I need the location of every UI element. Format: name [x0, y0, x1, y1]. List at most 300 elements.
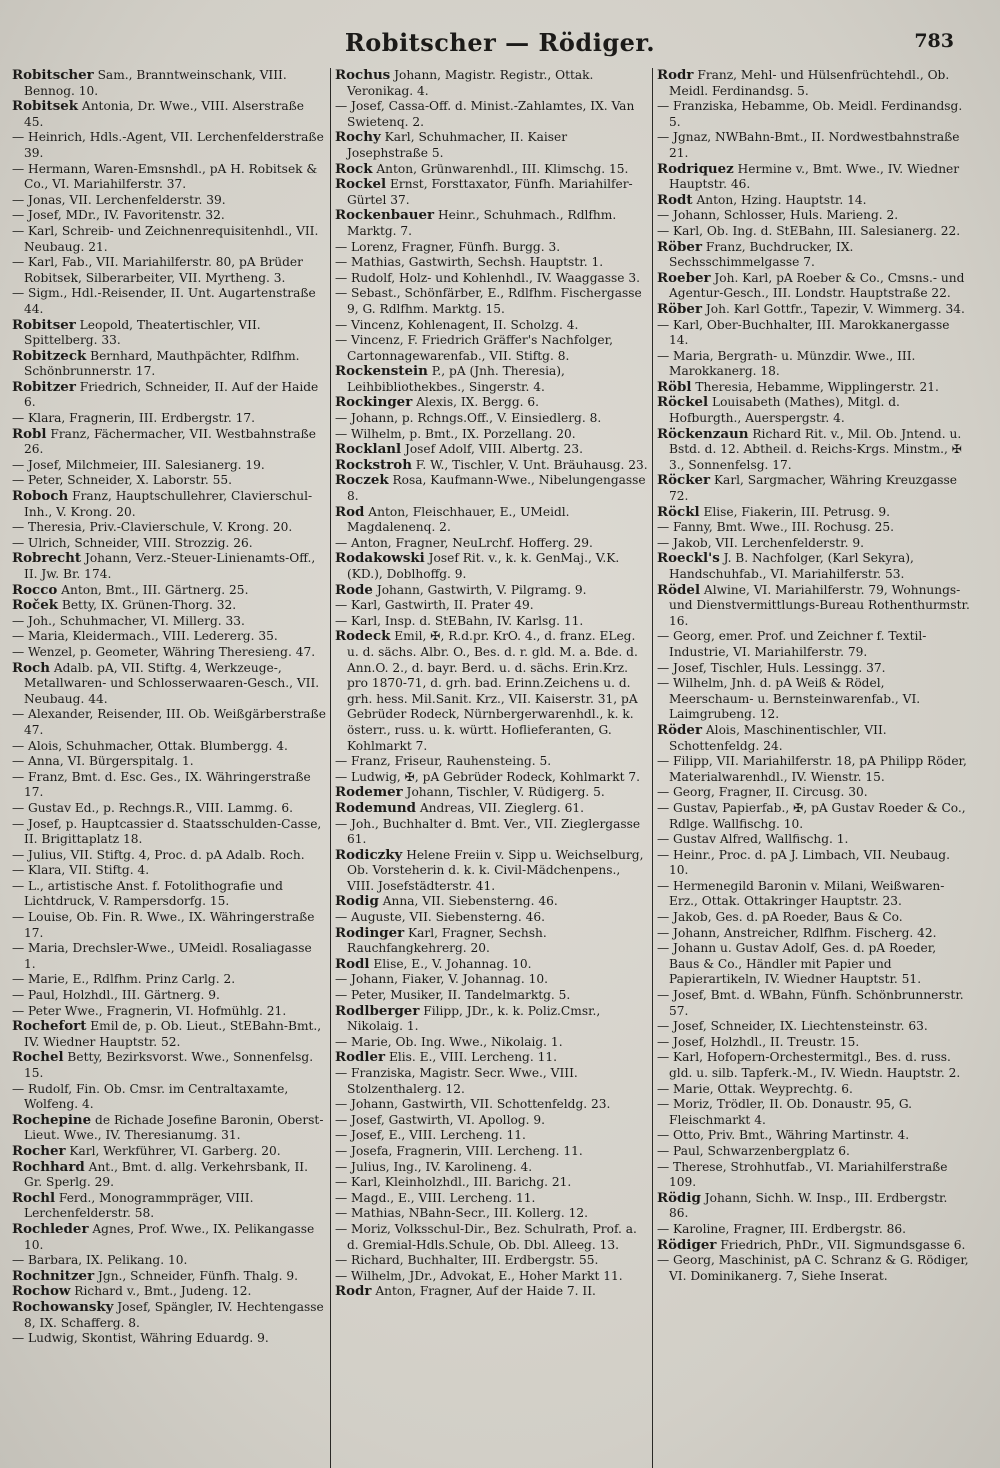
- entry-surname: Roeckl's: [657, 550, 720, 567]
- directory-entry: [12, 863, 326, 879]
- entry-details: — Jakob, Ges. d. pA Roeder, Baus & Co.: [657, 910, 903, 925]
- directory-entry: [335, 442, 648, 458]
- entry-details: — Lorenz, Fragner, Fünfh. Burgg. 3.: [335, 239, 561, 254]
- entry-surname: Roeber: [657, 269, 711, 286]
- entry-surname: Rochnitzer: [12, 1267, 95, 1284]
- entry-details: Joh. Karl, pA Roeber & Co., Cmsns.- und Agentur-Gesch., III. Londstr. Hauptstraße 22.: [669, 270, 965, 301]
- entry-details: — Josef, E., VIII. Lercheng. 11.: [335, 1128, 526, 1143]
- directory-entry: [657, 193, 970, 209]
- entry-surname: Rochleder: [12, 1220, 89, 1237]
- directory-entry: [657, 473, 970, 504]
- entry-details: Karl, Werkführer, VI. Garberg. 20.: [65, 1143, 281, 1158]
- entry-details: — Alois, Schuhmacher, Ottak. Blumbergg. 4.: [12, 738, 288, 753]
- directory-entry: [335, 1222, 648, 1253]
- entry-details: — Jakob, VII. Lerchenfelderstr. 9.: [657, 535, 865, 550]
- directory-entry: [12, 255, 326, 286]
- directory-entry: [12, 629, 326, 645]
- directory-entry: [12, 536, 326, 552]
- entry-surname: Rocklanl: [335, 441, 402, 458]
- entry-details: Karl, Schuhmacher, II. Kaiser Josephstraße 5.: [347, 130, 568, 160]
- entry-surname: Rockstroh: [335, 456, 412, 473]
- page-number: 783: [914, 30, 954, 52]
- entry-details: Johann, Verz.-Steuer-Linienamts-Off., II. Jw. Br. 174.: [24, 551, 316, 581]
- directory-entry: [657, 395, 970, 426]
- directory-entry: [12, 286, 326, 317]
- column-1: [8, 68, 330, 1468]
- entry-surname: Röcker: [657, 472, 711, 489]
- entry-details: — Hermann, Waren-Emsnshdl., pA H. Robitsek & Co., VI. Mariahilferstr. 37.: [12, 161, 318, 192]
- entry-surname: Roczek: [335, 472, 389, 489]
- entry-surname: Rodig: [335, 893, 379, 910]
- entry-surname: Rock: [335, 160, 373, 177]
- directory-entry: [335, 505, 648, 536]
- entry-details: — Johann, Fiaker, V. Johannag. 10.: [335, 972, 548, 987]
- entry-details: — Mathias, NBahn-Secr., III. Kollerg. 12.: [335, 1206, 588, 1221]
- directory-entry: [335, 1004, 648, 1035]
- entry-details: — Ludwig, ✠, pA Gebrüder Rodeck, Kohlmarkt 7.: [335, 769, 641, 784]
- directory-entry: [335, 177, 648, 208]
- directory-entry: [335, 801, 648, 817]
- entry-surname: Rodemund: [335, 799, 416, 816]
- entry-surname: Röbl: [657, 378, 692, 395]
- entry-details: Filipp, JDr., k. k. Poliz.Cmsr., Nikolaig. 1.: [347, 1003, 601, 1034]
- directory-entry: [12, 162, 326, 193]
- entry-details: — Magd., E., VIII. Lercheng. 11.: [335, 1190, 536, 1205]
- directory-entry: [335, 271, 648, 287]
- directory-entry: [12, 208, 326, 224]
- directory-entry: [12, 1019, 326, 1050]
- entry-details: — Josefa, Fragnerin, VIII. Lercheng. 11.: [335, 1143, 583, 1158]
- entry-details: Anton, Fleischhauer, E., UMeidl. Magdalenenq. 2.: [347, 504, 570, 535]
- directory-entry: [657, 380, 970, 396]
- directory-entry: [657, 1019, 970, 1035]
- entry-details: — Vincenz, F. Friedrich Gräffer's Nachfolger, Cartonnagewarenfab., VII. Stiftg. 8.: [335, 333, 613, 363]
- directory-entry: [335, 1269, 648, 1285]
- directory-entry: [12, 458, 326, 474]
- entry-details: — Franz, Friseur, Rauhensteing. 5.: [335, 754, 552, 769]
- entry-details: Agnes, Prof. Wwe., IX. Pelikangasse 10.: [24, 1221, 315, 1252]
- entry-surname: Rodr: [335, 1283, 372, 1300]
- entry-details: Ernst, Forsttaxator, Fünfh. Mariahilfer-Gürtel 37.: [347, 177, 633, 207]
- directory-entry: [335, 1066, 648, 1097]
- entry-details: — Josef, Bmt. d. WBahn, Fünfh. Schönbrunnerstr. 57.: [657, 988, 964, 1018]
- entry-details: — Julius, VII. Stiftg. 4, Proc. d. pA Adalb. Roch.: [12, 847, 305, 862]
- column-3: [652, 68, 974, 1468]
- directory-entry: [12, 1004, 326, 1020]
- entry-details: — Moriz, Trödler, II. Ob. Donaustr. 95, G. Fleischmarkt 4.: [657, 1097, 913, 1127]
- entry-surname: Rockinger: [335, 394, 413, 411]
- entry-details: — Gustav, Papierfab., ✠, pA Gustav Roeder & Co., Rdlge. Wallfischg. 10.: [657, 800, 966, 831]
- directory-entry: [335, 333, 648, 364]
- entry-details: Friedrich, PhDr., VII. Sigmundsgasse 6.: [716, 1237, 966, 1252]
- entry-details: Franz, Mehl- und Hülsenfrüchtehdl., Ob. Meidl. Ferdinandsg. 5.: [669, 68, 950, 98]
- entry-details: — Peter, Musiker, II. Tandelmarktg. 5.: [335, 988, 571, 1003]
- entry-surname: Röckl: [657, 503, 700, 520]
- entry-details: — Fanny, Bmt. Wwe., III. Rochusg. 25.: [657, 520, 895, 535]
- directory-entry: [12, 879, 326, 910]
- directory-entry: [335, 598, 648, 614]
- directory-entry: [657, 629, 970, 660]
- directory-entry: [657, 551, 970, 582]
- directory-entry: [12, 99, 326, 130]
- directory-entry: [12, 645, 326, 661]
- entry-details: — Julius, Ing., IV. Karolineng. 4.: [335, 1159, 533, 1174]
- entry-details: — Rudolf, Holz- und Kohlenhdl., IV. Waaggasse 3.: [335, 270, 641, 285]
- column-2: [330, 68, 652, 1468]
- directory-entry: [12, 801, 326, 817]
- directory-entry: [335, 411, 648, 427]
- entry-surname: Rochow: [12, 1283, 71, 1300]
- entry-details: — Karl, Insp. d. StEBahn, IV. Karlsg. 11.: [335, 613, 584, 628]
- directory-entry: [12, 1269, 326, 1285]
- directory-entry: [657, 1222, 970, 1238]
- entry-details: Anton, Bmt., III. Gärtnerg. 25.: [57, 582, 249, 597]
- directory-entry: [657, 723, 970, 754]
- entry-details: — Josef, MDr., IV. Favoritenstr. 32.: [12, 208, 225, 223]
- entry-details: — Louise, Ob. Fin. R. Wwe., IX. Währingerstraße 17.: [12, 910, 315, 940]
- directory-entry: [657, 832, 970, 848]
- entry-details: Johann, Tischler, V. Rüdigerg. 5.: [402, 785, 605, 800]
- directory-entry: [335, 1175, 648, 1191]
- entry-details: Hermine v., Bmt. Wwe., IV. Wiedner Hauptstr. 46.: [669, 161, 960, 192]
- directory-entry: [657, 130, 970, 161]
- directory-entry: [12, 1144, 326, 1160]
- entry-details: — Ludwig, Skontist, Währing Eduardg. 9.: [12, 1331, 269, 1346]
- directory-entry: [335, 1128, 648, 1144]
- directory-entry: [335, 1191, 648, 1207]
- directory-entry: [12, 614, 326, 630]
- directory-entry: [657, 240, 970, 271]
- entry-details: — Maria, Bergrath- u. Münzdir. Wwe., III. Marokkanerg. 18.: [657, 348, 916, 379]
- directory-entry: [12, 1331, 326, 1347]
- entry-details: Sam., Branntweinschank, VIII. Bennog. 10.: [24, 68, 287, 98]
- entry-surname: Rockenstein: [335, 363, 428, 380]
- entry-details: — Wenzel, p. Geometer, Währing Theresieng. 47.: [12, 644, 316, 659]
- directory-entry: [12, 739, 326, 755]
- directory-entry: [657, 848, 970, 879]
- directory-entry: [335, 551, 648, 582]
- entry-surname: Rodl: [335, 955, 370, 972]
- directory-entry: [335, 318, 648, 334]
- entry-details: — Mathias, Gastwirth, Sechsh. Hauptstr. 1.: [335, 255, 604, 270]
- directory-entry: [657, 941, 970, 988]
- directory-entry: [335, 458, 648, 474]
- directory-entry: [12, 1300, 326, 1331]
- directory-entry: [12, 910, 326, 941]
- entry-surname: Rödel: [657, 581, 701, 598]
- directory-entry: [657, 1082, 970, 1098]
- entry-details: — Wilhelm, p. Bmt., IX. Porzellang. 20.: [335, 426, 576, 441]
- directory-entry: [657, 1191, 970, 1222]
- directory-entry: [657, 1160, 970, 1191]
- entry-details: — Therese, Strohhutfab., VI. Mariahilferstraße 109.: [657, 1159, 948, 1190]
- entry-details: — Franziska, Magistr. Secr. Wwe., VIII. Stolzenthalerg. 12.: [335, 1066, 578, 1096]
- entry-details: Alois, Maschinentischler, VII. Schottenfeldg. 24.: [669, 722, 887, 753]
- entry-surname: Rochus: [335, 68, 391, 83]
- entry-details: Karl, Fragner, Sechsh. Rauchfangkehrerg. 20.: [347, 925, 547, 956]
- directory-entry: [335, 1050, 648, 1066]
- entry-details: — Gustav Alfred, Wallfischg. 1.: [657, 832, 849, 847]
- directory-entry: [12, 68, 326, 99]
- entry-details: P., pA (Jnh. Theresia), Leihbibliothekbes., Singerstr. 4.: [347, 364, 565, 394]
- entry-details: Bernhard, Mauthpächter, Rdlfhm. Schönbrunnerstr. 17.: [24, 348, 300, 379]
- directory-entry: [12, 941, 326, 972]
- entry-surname: Rodakowski: [335, 550, 425, 567]
- entry-details: Ant., Bmt. d. allg. Verkehrsbank, II. Gr. Sperlg. 29.: [24, 1159, 308, 1190]
- entry-details: Alwine, VI. Mariahilferstr. 79, Wohnungs- und Dienstvermittlungs-Bureau Rothenthurmstr. 16.: [669, 582, 970, 628]
- entry-details: — Auguste, VII. Siebensterng. 46.: [335, 910, 545, 925]
- entry-details: J. B. Nachfolger, (Karl Sekyra), Handschuhfab., VI. Mariahilferstr. 53.: [669, 551, 914, 581]
- directory-entry: [657, 661, 970, 677]
- directory-entry: [657, 1050, 970, 1081]
- page-title: Robitscher — Rödiger.: [344, 28, 656, 57]
- directory-entry: [12, 598, 326, 614]
- directory-entry: [12, 972, 326, 988]
- directory-entry: [335, 754, 648, 770]
- entry-surname: Röber: [657, 238, 702, 255]
- columns: [8, 68, 992, 1468]
- entry-details: — Karl, Kleinholzhdl., III. Barichg. 21.: [335, 1175, 572, 1190]
- entry-details: — L., artistische Anst. f. Fotolithografie und Lichtdruck, V. Rampersdorfg. 15.: [12, 878, 283, 909]
- directory-entry: [12, 551, 326, 582]
- entry-details: — Anton, Fragner, NeuLrchf. Hofferg. 29.: [335, 535, 593, 550]
- entry-details: Antonia, Dr. Wwe., VIII. Alserstraße 45.: [24, 99, 304, 129]
- directory-entry: [335, 848, 648, 895]
- directory-entry: [657, 785, 970, 801]
- entry-details: Johann, Magistr. Registr., Ottak. Veronikag. 4.: [347, 68, 594, 98]
- directory-entry: [335, 1253, 648, 1269]
- entry-details: — Jgnaz, NWBahn-Bmt., II. Nordwestbahnstraße 21.: [657, 130, 960, 160]
- directory-entry: [12, 754, 326, 770]
- directory-entry: [657, 754, 970, 785]
- entry-surname: Robrecht: [12, 550, 82, 567]
- entry-details: Ferd., Monogrammpräger, VIII. Lerchenfelderstr. 58.: [24, 1190, 254, 1221]
- entry-details: — Theresia, Priv.-Clavierschule, V. Krong. 20.: [12, 520, 293, 535]
- entry-details: Leopold, Theatertischler, VII. Spittelberg. 33.: [24, 317, 261, 348]
- directory-entry: [335, 629, 648, 754]
- directory-entry: [335, 1097, 648, 1113]
- entry-details: Johann, Sichh. W. Insp., III. Erdbergstr. 86.: [669, 1190, 948, 1221]
- directory-entry: [657, 271, 970, 302]
- entry-details: Anna, VII. Siebensterng. 46.: [378, 894, 558, 909]
- entry-details: Elise, E., V. Johannag. 10.: [369, 956, 532, 971]
- entry-details: — Wilhelm, Jnh. d. pA Weiß & Rödel, Meerschaum- u. Bernsteinwarenfab., VI. Laimgrubeng. 12.: [657, 676, 921, 722]
- entry-details: — Hermenegild Baronin v. Milani, Weißwaren-Erz., Ottak. Ottakringer Hauptstr. 23.: [657, 878, 945, 909]
- entry-details: — Josef, Tischler, Huls. Lessingg. 37.: [657, 660, 886, 675]
- directory-entry: [12, 193, 326, 209]
- entry-details: — Johann, Anstreicher, Rdlfhm. Fischerg. 42.: [657, 925, 937, 940]
- entry-details: Josef Adolf, VIII. Albertg. 23.: [401, 442, 584, 457]
- entry-surname: Rocco: [12, 581, 58, 598]
- directory-entry: [335, 1144, 648, 1160]
- directory-entry: [335, 583, 648, 599]
- entry-details: — Karl, Ober-Buchhalter, III. Marokkanergasse 14.: [657, 317, 950, 348]
- entry-surname: Rödiger: [657, 1236, 717, 1253]
- entry-surname: Rochefort: [12, 1018, 87, 1035]
- directory-entry: [12, 707, 326, 738]
- entry-details: — Josef, Holzhdl., II. Treustr. 15.: [657, 1034, 860, 1049]
- entry-details: — Heinr., Proc. d. pA J. Limbach, VII. Neubaug. 10.: [657, 847, 950, 878]
- directory-entry: [335, 972, 648, 988]
- directory-entry: [12, 1050, 326, 1081]
- entry-details: — Jonas, VII. Lerchenfelderstr. 39.: [12, 192, 226, 207]
- directory-entry: [335, 240, 648, 256]
- directory-entry: [12, 411, 326, 427]
- entry-details: Anton, Grünwarenhdl., III. Klimschg. 15.: [372, 161, 629, 176]
- entry-details: — Ulrich, Schneider, VIII. Strozzig. 26.: [12, 535, 253, 550]
- entry-details: Jgn., Schneider, Fünfh. Thalg. 9.: [94, 1268, 298, 1283]
- directory-entry: [657, 926, 970, 942]
- directory-entry: [12, 318, 326, 349]
- entry-surname: Robitzeck: [12, 347, 87, 364]
- directory-entry: [335, 536, 648, 552]
- entry-details: — Josef, Gastwirth, VI. Apollog. 9.: [335, 1112, 545, 1127]
- entry-details: Josef, Spängler, IV. Hechtengasse 8, IX. Schafferg. 8.: [24, 1299, 324, 1330]
- directory-entry: [335, 286, 648, 317]
- directory-entry: [12, 848, 326, 864]
- entry-surname: Rodt: [657, 191, 693, 208]
- entry-surname: Rodler: [335, 1049, 386, 1066]
- entry-details: Richard v., Bmt., Judeng. 12.: [70, 1284, 252, 1299]
- entry-details: Johann, Gastwirth, V. Pilgramg. 9.: [372, 582, 587, 597]
- entry-details: — Paul, Holzhdl., III. Gärtnerg. 9.: [12, 988, 220, 1003]
- entry-details: Franz, Buchdrucker, IX. Sechsschimmelgasse 7.: [669, 239, 854, 270]
- entry-details: Betty, Bezirksvorst. Wwe., Sonnenfelsg. 15.: [24, 1050, 314, 1080]
- directory-entry: [335, 427, 648, 443]
- entry-details: Betty, IX. Grünen-Thorg. 32.: [58, 598, 237, 613]
- directory-entry: [12, 1253, 326, 1269]
- directory-entry: [657, 1144, 970, 1160]
- entry-details: Elise, Fiakerin, III. Petrusg. 9.: [699, 504, 890, 519]
- directory-entry: [12, 427, 326, 458]
- directory-entry: [12, 380, 326, 411]
- entry-surname: Röckel: [657, 394, 709, 411]
- entry-details: — Karl, Hofopern-Orchestermitgl., Bes. d. russ. gld. u. silb. Tapferk.-M., IV. Wiedn. Hauptstr. 2.: [657, 1050, 961, 1080]
- directory-entry: [12, 988, 326, 1004]
- directory-entry: [335, 473, 648, 504]
- entry-details: — Georg, Fragner, II. Circusg. 30.: [657, 785, 868, 800]
- directory-entry: [12, 1082, 326, 1113]
- entry-surname: Rodemer: [335, 784, 403, 801]
- entry-details: — Alexander, Reisender, III. Ob. Weißgärberstraße 47.: [12, 707, 326, 737]
- entry-details: — Moriz, Volksschul-Dir., Bez. Schulrath, Prof. a. d. Gremial-Hdls.Schule, Ob. Dbl. Alleeg. 13.: [335, 1221, 637, 1252]
- directory-entry: [335, 817, 648, 848]
- entry-details: de Richade Josefine Baronin, Oberst-Lieut. Wwe., IV. Theresianumg. 31.: [24, 1112, 324, 1143]
- directory-entry: [12, 224, 326, 255]
- entry-details: — Heinrich, Hdls.-Agent, VII. Lerchenfelderstraße 39.: [12, 130, 324, 160]
- entry-details: — Maria, Drechsler-Wwe., UMeidl. Rosaliagasse 1.: [12, 941, 312, 971]
- directory-entry: [335, 957, 648, 973]
- directory-entry: [657, 505, 970, 521]
- entry-surname: Rödig: [657, 1189, 701, 1206]
- directory-entry: [335, 130, 648, 161]
- directory-entry: [657, 349, 970, 380]
- entry-details: Theresia, Hebamme, Wipplingerstr. 21.: [691, 379, 939, 394]
- directory-entry: [657, 520, 970, 536]
- entry-details: Elis. E., VIII. Lercheng. 11.: [385, 1050, 557, 1065]
- entry-details: — Franz, Bmt. d. Esc. Ges., IX. Währingerstraße 17.: [12, 769, 311, 800]
- entry-details: — Peter Wwe., Fragnerin, VI. Hofmühlg. 21.: [12, 1003, 287, 1018]
- directory-entry: [335, 910, 648, 926]
- entry-details: Josef Rit. v., k. k. GenMaj., V.K. (KD.), Doblhoffg. 9.: [347, 551, 620, 581]
- directory-entry: [12, 349, 326, 380]
- entry-surname: Rochepine: [12, 1111, 92, 1128]
- directory-entry: [657, 676, 970, 723]
- directory-entry: [657, 224, 970, 240]
- entry-surname: Rodlberger: [335, 1002, 420, 1019]
- entry-details: — Vincenz, Kohlenagent, II. Scholzg. 4.: [335, 317, 579, 332]
- directory-entry: [12, 1222, 326, 1253]
- entry-surname: Robitsek: [12, 98, 79, 115]
- directory-entry: [335, 926, 648, 957]
- directory-entry: [335, 770, 648, 786]
- entry-surname: Robitscher: [12, 68, 94, 83]
- directory-entry: [12, 130, 326, 161]
- directory-entry: [12, 1113, 326, 1144]
- entry-details: — Georg, Maschinist, pA C. Schranz & G. Rödiger, VI. Dominikanerg. 7, Siehe Inserat.: [657, 1253, 969, 1283]
- directory-entry: [657, 318, 970, 349]
- entry-details: Rosa, Kaufmann-Wwe., Nibelungengasse 8.: [347, 473, 646, 504]
- entry-details: — Rudolf, Fin. Ob. Cmsr. im Centraltaxamte, Wolfeng. 4.: [12, 1081, 289, 1112]
- entry-details: Alexis, IX. Bergg. 6.: [412, 395, 540, 410]
- entry-surname: Rochhard: [12, 1158, 85, 1175]
- page-header: [8, 28, 992, 68]
- entry-details: — Franziska, Hebamme, Ob. Meidl. Ferdinandsg. 5.: [657, 99, 963, 129]
- entry-surname: Rodriquez: [657, 160, 734, 177]
- entry-details: — Peter, Schneider, X. Laborstr. 55.: [12, 473, 233, 488]
- entry-surname: Robitser: [12, 316, 76, 333]
- entry-surname: Roch: [12, 659, 50, 676]
- directory-entry: [12, 1160, 326, 1191]
- entry-surname: Rocher: [12, 1142, 66, 1159]
- directory-entry: [335, 208, 648, 239]
- entry-surname: Rochl: [12, 1189, 56, 1206]
- entry-surname: Rockel: [335, 176, 387, 193]
- entry-details: — Barbara, IX. Pelikang. 10.: [12, 1253, 188, 1268]
- entry-details: — Josef, Schneider, IX. Liechtensteinstr. 63.: [657, 1019, 928, 1034]
- directory-entry: [335, 162, 648, 178]
- entry-details: — Joh., Buchhalter d. Bmt. Ver., VII. Zieglergasse 61.: [335, 816, 641, 847]
- entry-details: — Paul, Schwarzenbergplatz 6.: [657, 1143, 850, 1158]
- directory-entry: [335, 988, 648, 1004]
- entry-surname: Robitzer: [12, 378, 76, 395]
- entry-surname: Rochy: [335, 129, 381, 146]
- directory-entry: [12, 661, 326, 708]
- directory-entry: [12, 583, 326, 599]
- directory-entry: [657, 99, 970, 130]
- directory-entry: [657, 1253, 970, 1284]
- directory-entry: [657, 583, 970, 630]
- directory-entry: [657, 879, 970, 910]
- entry-surname: Rodeck: [335, 628, 391, 645]
- entry-details: — Sebast., Schönfärber, E., Rdlfhm. Fischergasse 9, G. Rdlfhm. Marktg. 15.: [335, 286, 642, 316]
- entry-details: — Johann, Schlosser, Huls. Marieng. 2.: [657, 208, 899, 223]
- directory-entry: [335, 1035, 648, 1051]
- entry-surname: Rode: [335, 581, 373, 598]
- entry-surname: Rod: [335, 503, 365, 520]
- entry-details: — Otto, Priv. Bmt., Währing Martinstr. 4.: [657, 1128, 910, 1143]
- entry-details: Helene Freiin v. Sipp u. Weichselburg, Ob. Vorsteherin d. k. k. Civil-Mädchenpens., VIII. Josefstädterstr. 41.: [347, 847, 644, 893]
- directory-entry: [657, 801, 970, 832]
- directory-entry: [335, 614, 648, 630]
- entry-details: — Marie, E., Rdlfhm. Prinz Carlg. 2.: [12, 972, 236, 987]
- entry-details: Anton, Hzing. Hauptstr. 14.: [692, 192, 867, 207]
- entry-details: — Johann, Gastwirth, VII. Schottenfeldg. 23.: [335, 1097, 611, 1112]
- entry-surname: Rodr: [657, 68, 694, 83]
- directory-entry: [12, 770, 326, 801]
- entry-details: — Johann u. Gustav Adolf, Ges. d. pA Roeder, Baus & Co., Händler mit Papier und Papierartikeln, IV. Wiedner Hauptstr. 51.: [657, 941, 937, 987]
- directory-entry: [12, 817, 326, 848]
